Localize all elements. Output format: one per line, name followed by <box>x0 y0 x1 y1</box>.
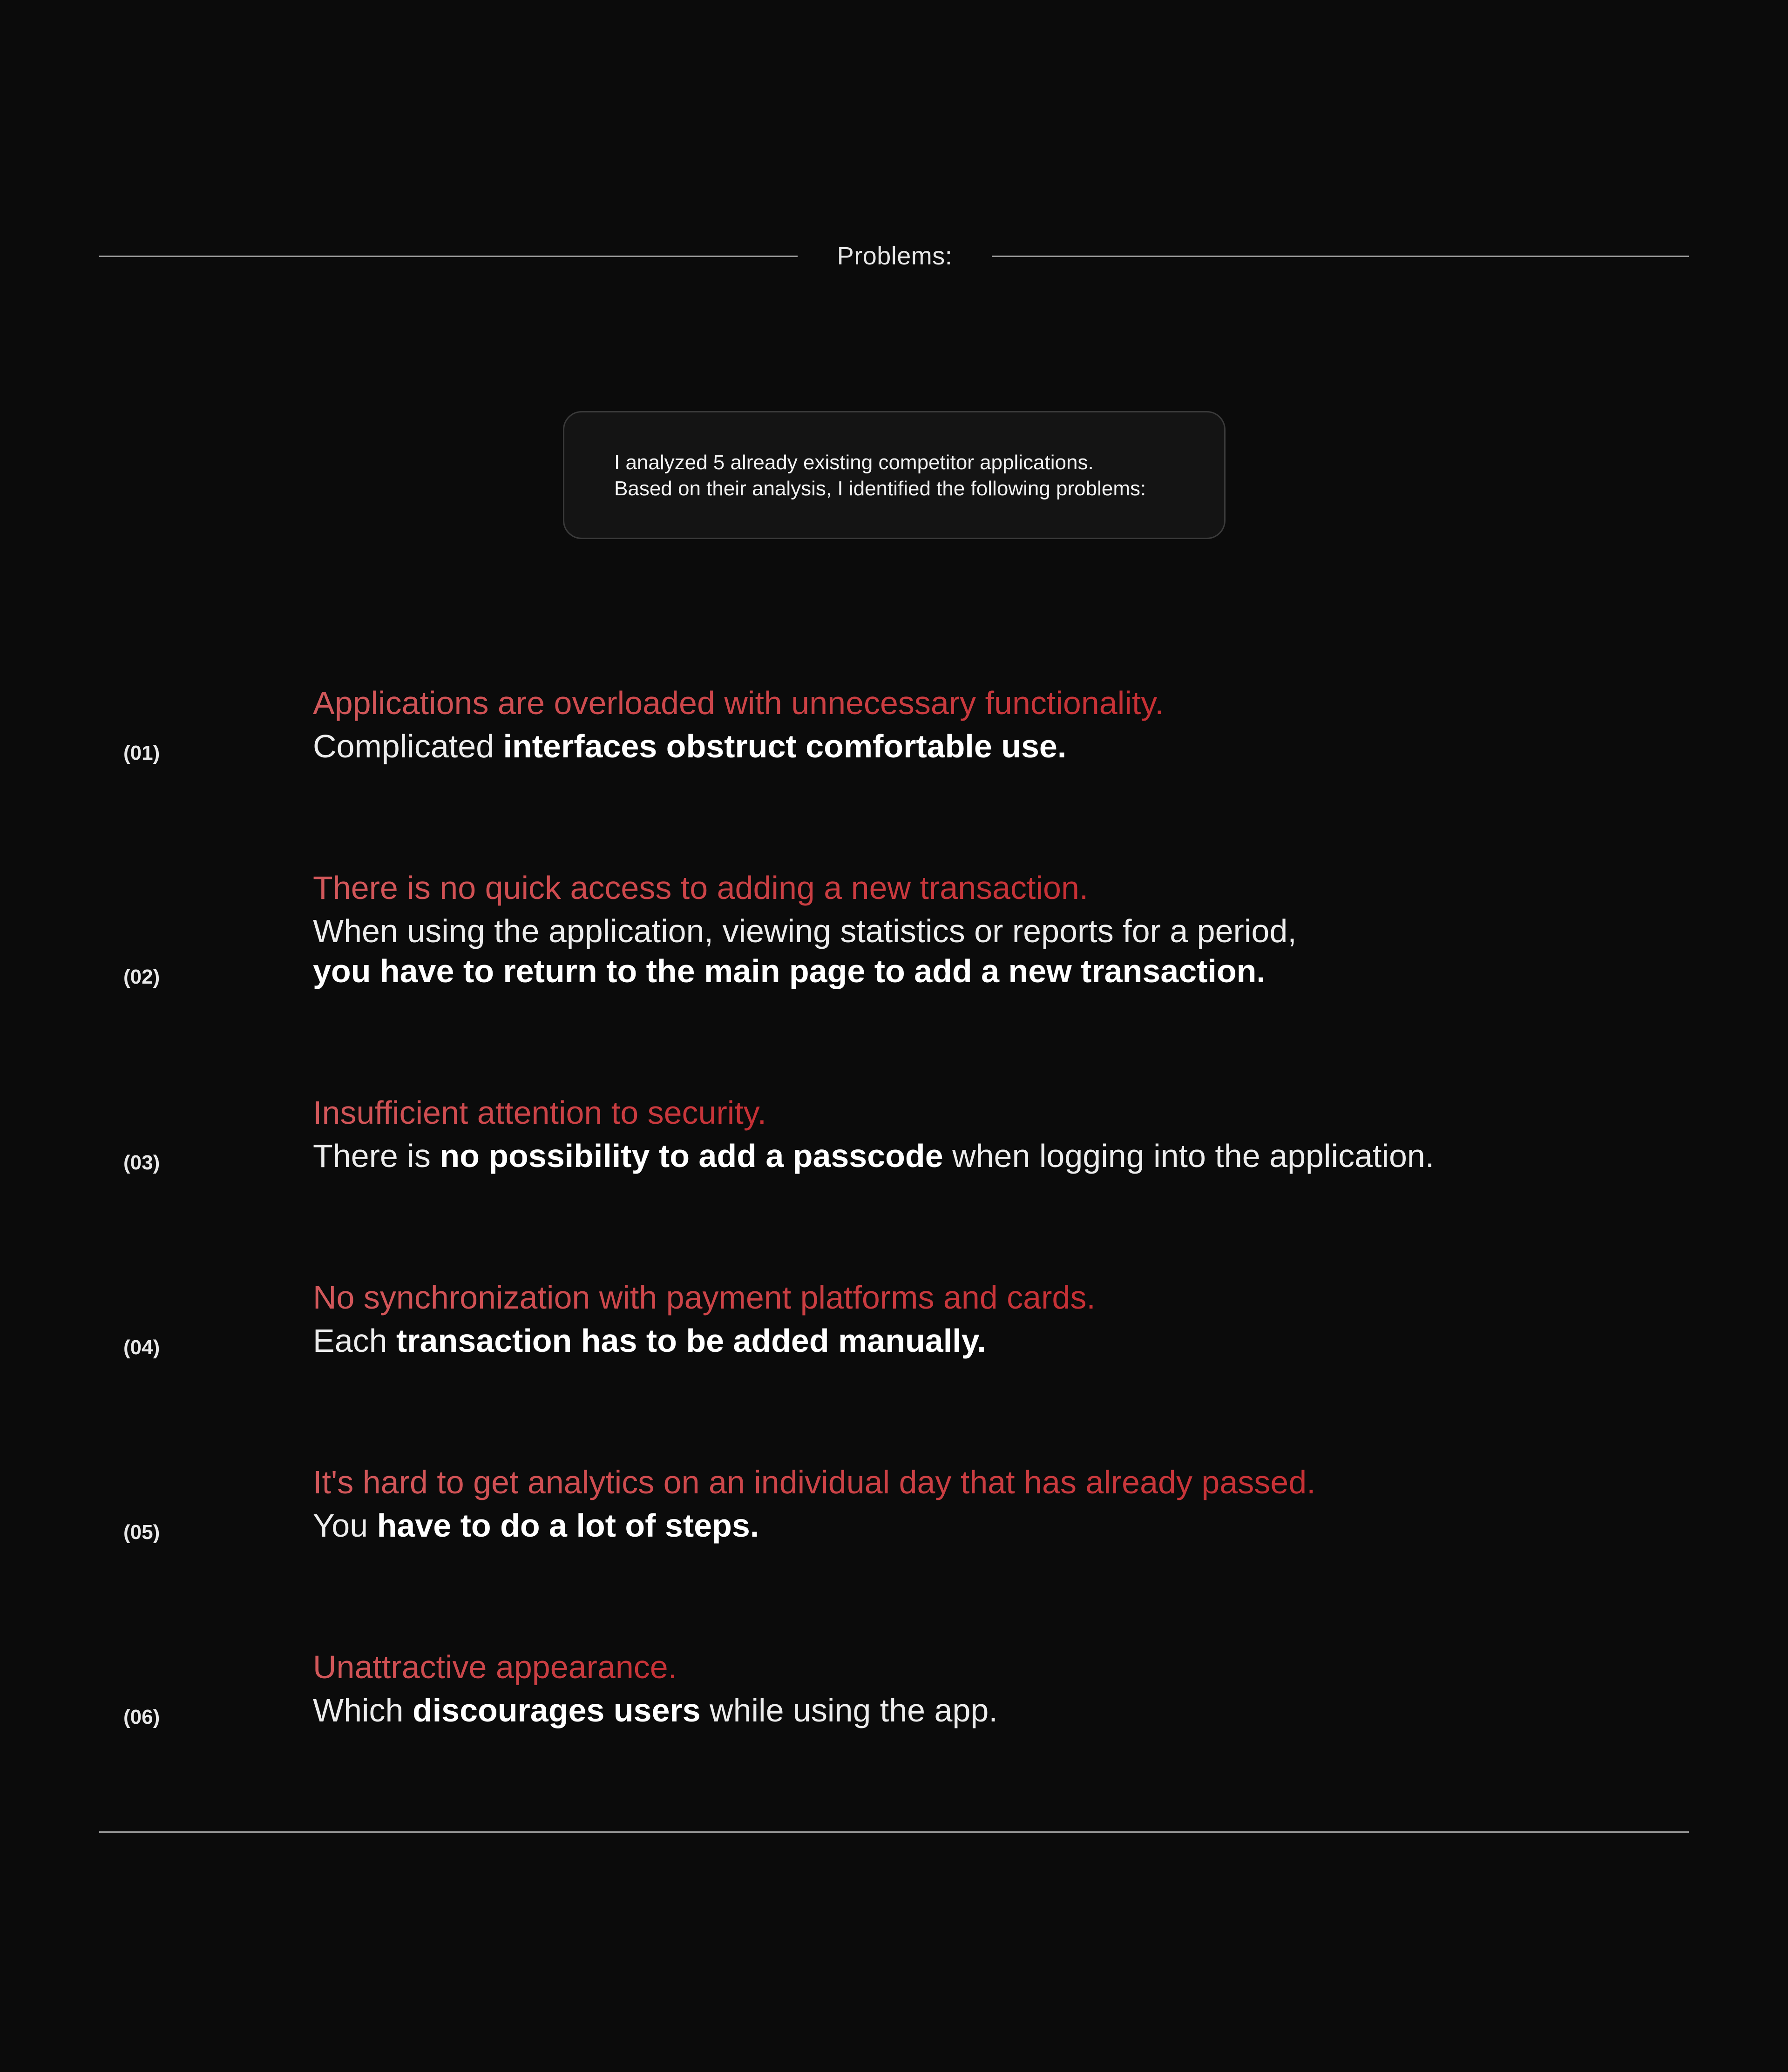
problem-content <box>313 864 1710 991</box>
desc-prefix: There is <box>313 1138 440 1174</box>
problem-headline: Applications are overloaded with unnecessary functionality. <box>313 680 1164 726</box>
desc-emphasis: no possibility to add a passcode <box>440 1138 943 1174</box>
header-divider-right <box>992 256 1689 257</box>
problem-number: (06) <box>123 1706 160 1728</box>
bottom-divider <box>99 1831 1689 1833</box>
problem-headline: There is no quick access to adding a new transaction. <box>313 864 1088 911</box>
desc-emphasis: have to do a lot of steps. <box>377 1507 759 1544</box>
problem-headline: It's hard to get analytics on an individual day that has already passed. <box>313 1459 1316 1505</box>
desc-emphasis: you have to return to the main page to add a new transaction. <box>313 953 1266 989</box>
intro-line-1: I analyzed 5 already existing competitor applications. <box>614 451 1094 474</box>
problem-content <box>313 680 1710 766</box>
intro-line-2: Based on their analysis, I identified the following problems: <box>614 477 1146 500</box>
problem-content <box>313 1274 1710 1361</box>
desc-prefix: Each <box>313 1323 396 1359</box>
section-header <box>99 242 1689 270</box>
problem-description <box>313 1690 1710 1730</box>
desc-prefix: You <box>313 1507 377 1544</box>
desc-suffix: while using the app. <box>700 1692 998 1728</box>
problem-number: (04) <box>123 1336 160 1359</box>
problem-content <box>313 1089 1710 1176</box>
problem-headline: Unattractive appearance. <box>313 1644 677 1690</box>
desc-suffix: when logging into the application. <box>943 1138 1435 1174</box>
problem-description <box>313 1505 1710 1546</box>
problem-number: (03) <box>123 1151 160 1174</box>
desc-emphasis: interfaces obstruct comfortable use. <box>503 728 1067 764</box>
problem-headline: Insufficient attention to security. <box>313 1089 766 1136</box>
problem-description-line-2 <box>313 951 1710 991</box>
section-title: Problems: <box>837 242 953 270</box>
desc-prefix: Which <box>313 1692 413 1728</box>
problem-number: (01) <box>123 742 160 764</box>
problem-description <box>313 1321 1710 1361</box>
problem-headline: No synchronization with payment platforms and cards. <box>313 1274 1096 1321</box>
problem-description-line-1: When using the application, viewing statistics or reports for a period, <box>313 913 1297 949</box>
header-divider-left <box>99 256 798 257</box>
desc-prefix: Complicated <box>313 728 503 764</box>
problem-number: (05) <box>123 1521 160 1544</box>
problem-description <box>313 1136 1710 1176</box>
problem-content <box>313 1459 1710 1546</box>
problem-description <box>313 726 1710 766</box>
desc-emphasis: discourages users <box>412 1692 701 1728</box>
desc-emphasis: transaction has to be added manually. <box>396 1323 986 1359</box>
intro-card <box>563 411 1226 539</box>
problem-content <box>313 1644 1710 1730</box>
problem-number: (02) <box>123 965 160 988</box>
